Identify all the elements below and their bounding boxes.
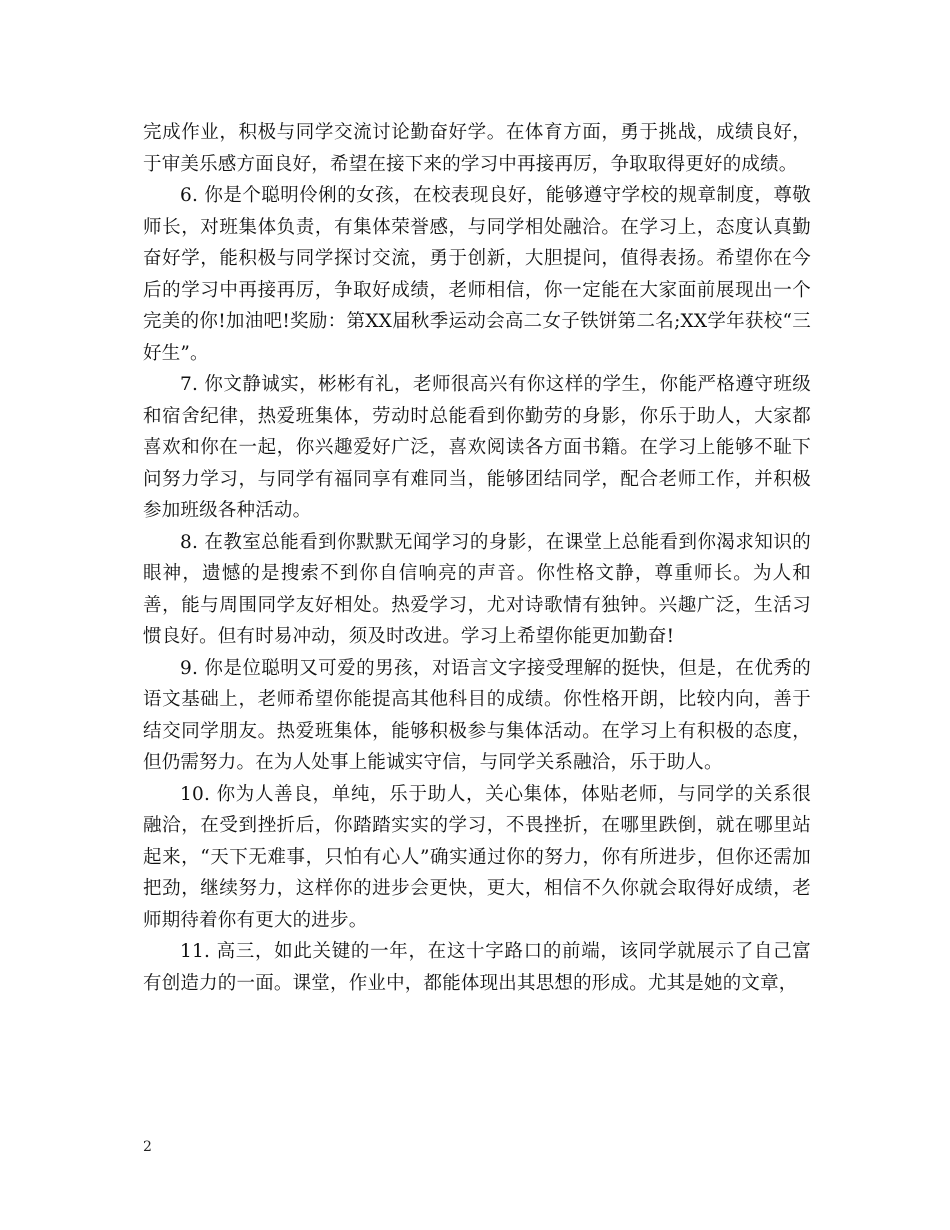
paragraph-continuation: 完成作业，积极与同学交流讨论勤奋好学。在体育方面，勇于挑战，成绩良好，于审美乐感方面良好，希望在接下来的学习中再接再厉，争取取得更好的成绩。 (143, 122, 811, 175)
paragraph-item-10: 10. 你为人善良，单纯，乐于助人，关心集体，体贴老师，与同学的关系很融洽，在受到挫折后，你踏踏实实的学习，不畏挫折，在哪里跌倒，就在哪里站起来，“天下无难事，只怕有心人”确实通过你的努力，你有所进步，但你还需加把劲，继续努力，这样你的进步会更快，更大，相信不久你就会取得好成绩，老师期待着你有更大的进步。 (143, 783, 811, 931)
paragraph-item-6: 6. 你是个聪明伶俐的女孩，在校表现良好，能够遵守学校的规章制度，尊敬师长，对班集体负责，有集体荣誉感，与同学相处融洽。在学习上，态度认真勤奋好学，能积极与同学探讨交流，勇于创新，大胆提问，值得表扬。希望你在今后的学习中再接再厉，争取好成绩，老师相信，你一定能在大家面前展现出一个完美的你!加油吧!奖励：第XX届秋季运动会高二女子铁饼第二名;XX学年获校“三好生”。 (143, 185, 811, 364)
document-body (143, 117, 811, 999)
paragraph-item-9: 9. 你是位聪明又可爱的男孩，对语言文字接受理解的挺快，但是，在优秀的语文基础上，老师希望你能提高其他科目的成绩。你性格开朗，比较内向，善于结交同学朋友。热爱班集体，能够积极参与集体活动。在学习上有积极的态度，但仍需努力。在为人处事上能诚实守信，与同学关系融洽，乐于助人。 (143, 657, 811, 773)
paragraph-item-11: 11. 高三，如此关键的一年，在这十字路口的前端，该同学就展示了自己富有创造力的一面。课堂，作业中，都能体现出其思想的形成。尤其是她的文章， (143, 941, 811, 994)
page-number: 2 (143, 1139, 152, 1155)
paragraph-item-8: 8. 在教室总能看到你默默无闻学习的身影，在课堂上总能看到你渴求知识的眼神，遗憾的是搜索不到你自信响亮的声音。你性格文静，尊重师长。为人和善，能与周围同学友好相处。热爱学习，尤对诗歌情有独钟。兴趣广泛，生活习惯良好。但有时易冲动，须及时改进。学习上希望你能更加勤奋! (143, 531, 811, 647)
paragraph-item-7: 7. 你文静诚实，彬彬有礼，老师很高兴有你这样的学生，你能严格遵守班级和宿舍纪律，热爱班集体，劳动时总能看到你勤劳的身影，你乐于助人，大家都喜欢和你在一起，你兴趣爱好广泛，喜欢阅读各方面书籍。在学习上能够不耻下问努力学习，与同学有福同享有难同当，能够团结同学，配合老师工作，并积极参加班级各种活动。 (143, 374, 811, 521)
